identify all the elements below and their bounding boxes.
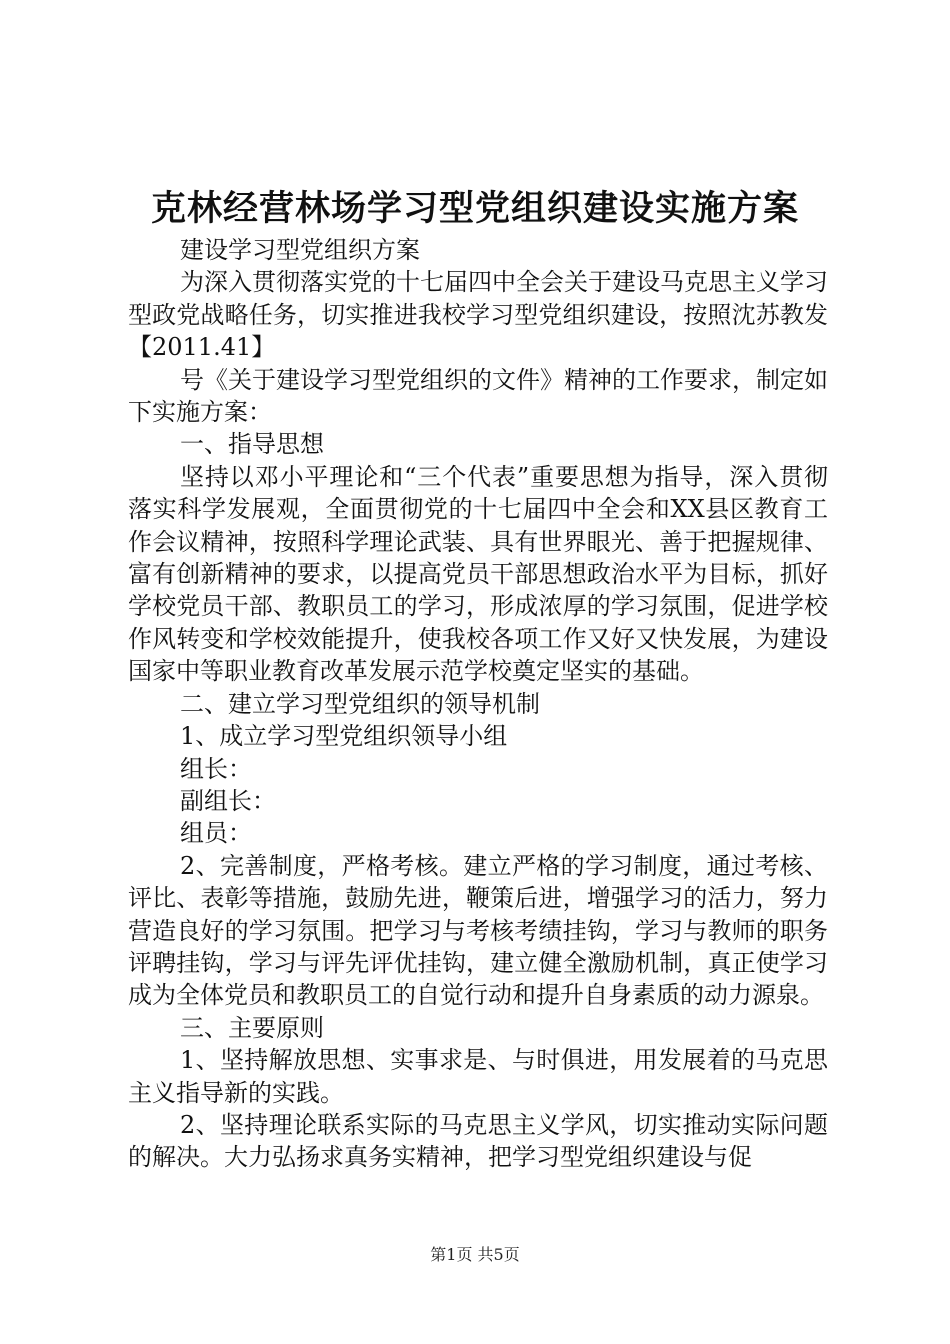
paragraph-improve-system: 2、完善制度，严格考核。建立严格的学习制度，通过考核、评比、表彰等措施，鼓励先进，鞭策后进，增强学习的活力，努力营造良好的学习氛围。把学习与考核考绩挂钩，学习与教师的职务评聘挂钩，学习与评先评优挂钩，建立健全激励机制，真正使学习成为全体党员和教职员工的自觉行动和提升自身素质的动力源泉。 [128, 851, 828, 1010]
document-title: 克林经营林场学习型党组织建设实施方案 [150, 188, 799, 229]
section-heading-guiding-ideology: 一、指导思想 [180, 430, 324, 459]
section-heading-leadership-mechanism: 二、建立学习型党组织的领导机制 [180, 689, 540, 718]
page-number-footer: 第1页 共5页 [430, 1245, 520, 1264]
paragraph-principle-1: 1、坚持解放思想、实事求是、与时俱进，用发展着的马克思主义指导新的实践。 [128, 1046, 828, 1107]
line-group-leader: 组长： [180, 754, 252, 783]
paragraph-guiding-ideology: 坚持以邓小平理论和“三个代表”重要思想为指导，深入贯彻落实科学发展观，全面贯彻党的十七届四中全会和XX县区教育工作会议精神，按照科学理论武装、具有世界眼光、善于把握规律、富有创新精神的要求，以提高党员干部思想政治水平为目标，抓好学校党员干部、教职员工的学习，形成浓厚的学习氛围，促进学校作风转变和学校效能提升，使我校各项工作又好又快发展，为建设国家中等职业教育改革发展示范学校奠定坚实的基础。 [128, 462, 828, 686]
paragraph-principle-2: 2、坚持理论联系实际的马克思主义学风，切实推动实际问题的解决。大力弘扬求真务实精神，把学习型党组织建设与促 [128, 1110, 828, 1172]
subheading-leading-group: 1、成立学习型党组织领导小组 [180, 722, 508, 751]
line-deputy-group-leader: 副组长： [180, 786, 276, 815]
section-heading-main-principles: 三、主要原则 [180, 1013, 324, 1042]
paragraph-subtitle: 建设学习型党组织方案 [180, 236, 420, 264]
line-group-members: 组员： [180, 819, 252, 848]
document-body [128, 234, 828, 1174]
paragraph-intro-continued: 号《关于建设学习型党组织的文件》精神的工作要求，制定如下实施方案： [128, 365, 828, 427]
paragraph-intro: 为深入贯彻落实党的十七届四中全会关于建设马克思主义学习型政党战略任务，切实推进我校学习型党组织建设，按照沈苏教发【2011.41】 [128, 268, 828, 362]
